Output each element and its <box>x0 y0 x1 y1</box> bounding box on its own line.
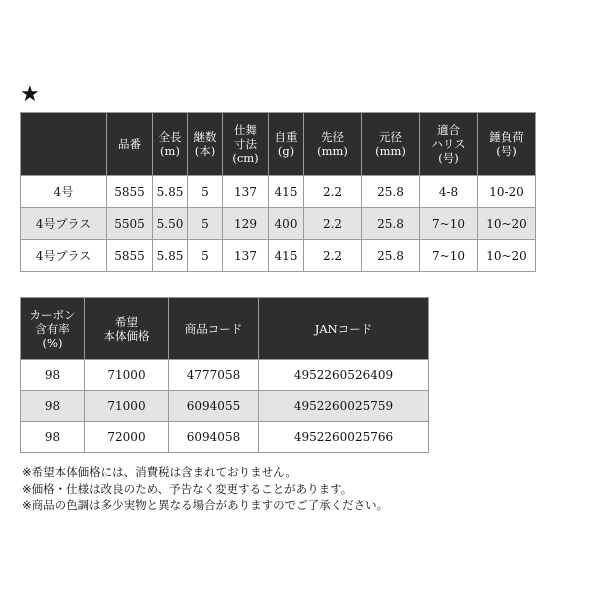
price-table <box>20 297 429 453</box>
spec-header-label: 元径 <box>379 130 402 144</box>
spec-cell: 4号 <box>21 176 107 208</box>
spec-cell: 5855 <box>107 176 153 208</box>
note-color: ※商品の色調は多少実物と異なる場合がありますのでご了承ください。 <box>22 498 389 512</box>
price-header-label: JANコード <box>314 321 373 336</box>
spec-header-label: (本) <box>194 144 216 158</box>
spec-header-label: (g) <box>277 144 295 158</box>
table-row <box>21 240 536 272</box>
spec-header-label: ハリス <box>431 137 466 151</box>
price-header-3 <box>259 298 429 360</box>
price-cell: 71000 <box>85 360 169 391</box>
spec-cell: 137 <box>223 176 269 208</box>
spec-header-label: 先径 <box>321 130 344 144</box>
spec-cell: 7~10 <box>420 240 478 272</box>
note-tax: ※希望本体価格には、消費税は含まれておりません。 <box>22 465 297 479</box>
spec-header-label: 仕舞 <box>234 123 257 137</box>
spec-header-8 <box>420 113 478 176</box>
price-header-label: 商品コード <box>184 321 243 336</box>
price-cell: 4777058 <box>169 360 259 391</box>
spec-header-6 <box>304 113 362 176</box>
price-header-row <box>21 298 429 360</box>
price-header-label: (%) <box>42 335 63 350</box>
spec-header-label: 全長 <box>158 130 182 144</box>
spec-body <box>21 176 536 272</box>
spec-header-row <box>21 113 536 176</box>
spec-cell: 400 <box>269 208 304 240</box>
spec-header-0 <box>21 113 107 176</box>
spec-header-4 <box>223 113 269 176</box>
spec-table <box>20 112 536 272</box>
spec-cell: 4号プラス <box>21 240 107 272</box>
spec-header-2 <box>153 113 188 176</box>
spec-cell: 25.8 <box>362 240 420 272</box>
price-cell: 4952260025759 <box>259 391 429 422</box>
spec-cell: 2.2 <box>304 208 362 240</box>
table-row <box>21 422 429 453</box>
price-cell: 6094058 <box>169 422 259 453</box>
price-header-label: 本体価格 <box>103 328 150 343</box>
price-cell: 4952260025766 <box>259 422 429 453</box>
spec-header-label: 自重 <box>274 130 298 144</box>
spec-cell: 7~10 <box>420 208 478 240</box>
table-row <box>21 208 536 240</box>
spec-cell: 129 <box>223 208 269 240</box>
spec-cell: 4号プラス <box>21 208 107 240</box>
table-row <box>21 176 536 208</box>
spec-header-label: 適合 <box>437 123 460 137</box>
spec-header-9 <box>478 113 536 176</box>
price-header-1 <box>85 298 169 360</box>
table-row <box>21 360 429 391</box>
spec-header-label: (cm) <box>232 151 259 165</box>
spec-header-3 <box>188 113 223 176</box>
spec-header-label: 錘負荷 <box>489 130 524 144</box>
spec-cell: 25.8 <box>362 208 420 240</box>
table-row <box>21 391 429 422</box>
spec-header-5 <box>269 113 304 176</box>
price-body <box>21 360 429 453</box>
price-cell: 98 <box>21 391 85 422</box>
spec-cell: 10~20 <box>478 208 536 240</box>
spec-header-label: (mm) <box>317 144 348 158</box>
price-header-label: カーボン <box>29 307 76 322</box>
spec-cell: 5 <box>188 208 223 240</box>
spec-header-label: (号) <box>496 144 517 158</box>
spec-cell: 10~20 <box>478 240 536 272</box>
note-spec-change: ※価格・仕様は改良のため、予告なく変更することがあります。 <box>22 481 353 496</box>
spec-cell: 5.85 <box>153 240 188 272</box>
spec-cell: 25.8 <box>362 176 420 208</box>
price-header-0 <box>21 298 85 360</box>
notes <box>22 464 388 514</box>
spec-cell: 10-20 <box>478 176 536 208</box>
spec-cell: 415 <box>269 240 304 272</box>
spec-header-label: (mm) <box>375 144 406 158</box>
spec-cell: 5 <box>188 240 223 272</box>
price-cell: 72000 <box>85 422 169 453</box>
price-cell: 98 <box>21 422 85 453</box>
star-icon: ★ <box>20 82 40 107</box>
spec-header-7 <box>362 113 420 176</box>
spec-cell: 5.85 <box>153 176 188 208</box>
spec-header-label: (m) <box>160 144 180 158</box>
spec-header-1 <box>107 113 153 176</box>
price-header-label: 含有率 <box>35 321 70 336</box>
price-cell: 6094055 <box>169 391 259 422</box>
price-cell: 98 <box>21 360 85 391</box>
spec-cell: 137 <box>223 240 269 272</box>
price-header-2 <box>169 298 259 360</box>
spec-cell: 5.50 <box>153 208 188 240</box>
spec-header-label: 継数 <box>193 130 217 144</box>
spec-cell: 2.2 <box>304 240 362 272</box>
spec-cell: 415 <box>269 176 304 208</box>
spec-cell: 5855 <box>107 240 153 272</box>
spec-header-label: 品番 <box>118 137 141 151</box>
spec-cell: 5 <box>188 176 223 208</box>
price-cell: 71000 <box>85 391 169 422</box>
price-cell: 4952260526409 <box>259 360 429 391</box>
spec-header-label: 寸法 <box>234 137 257 151</box>
price-header-label: 希望 <box>115 314 138 329</box>
spec-cell: 4-8 <box>420 176 478 208</box>
spec-cell: 2.2 <box>304 176 362 208</box>
spec-cell: 5505 <box>107 208 153 240</box>
spec-header-label: (号) <box>438 151 459 165</box>
